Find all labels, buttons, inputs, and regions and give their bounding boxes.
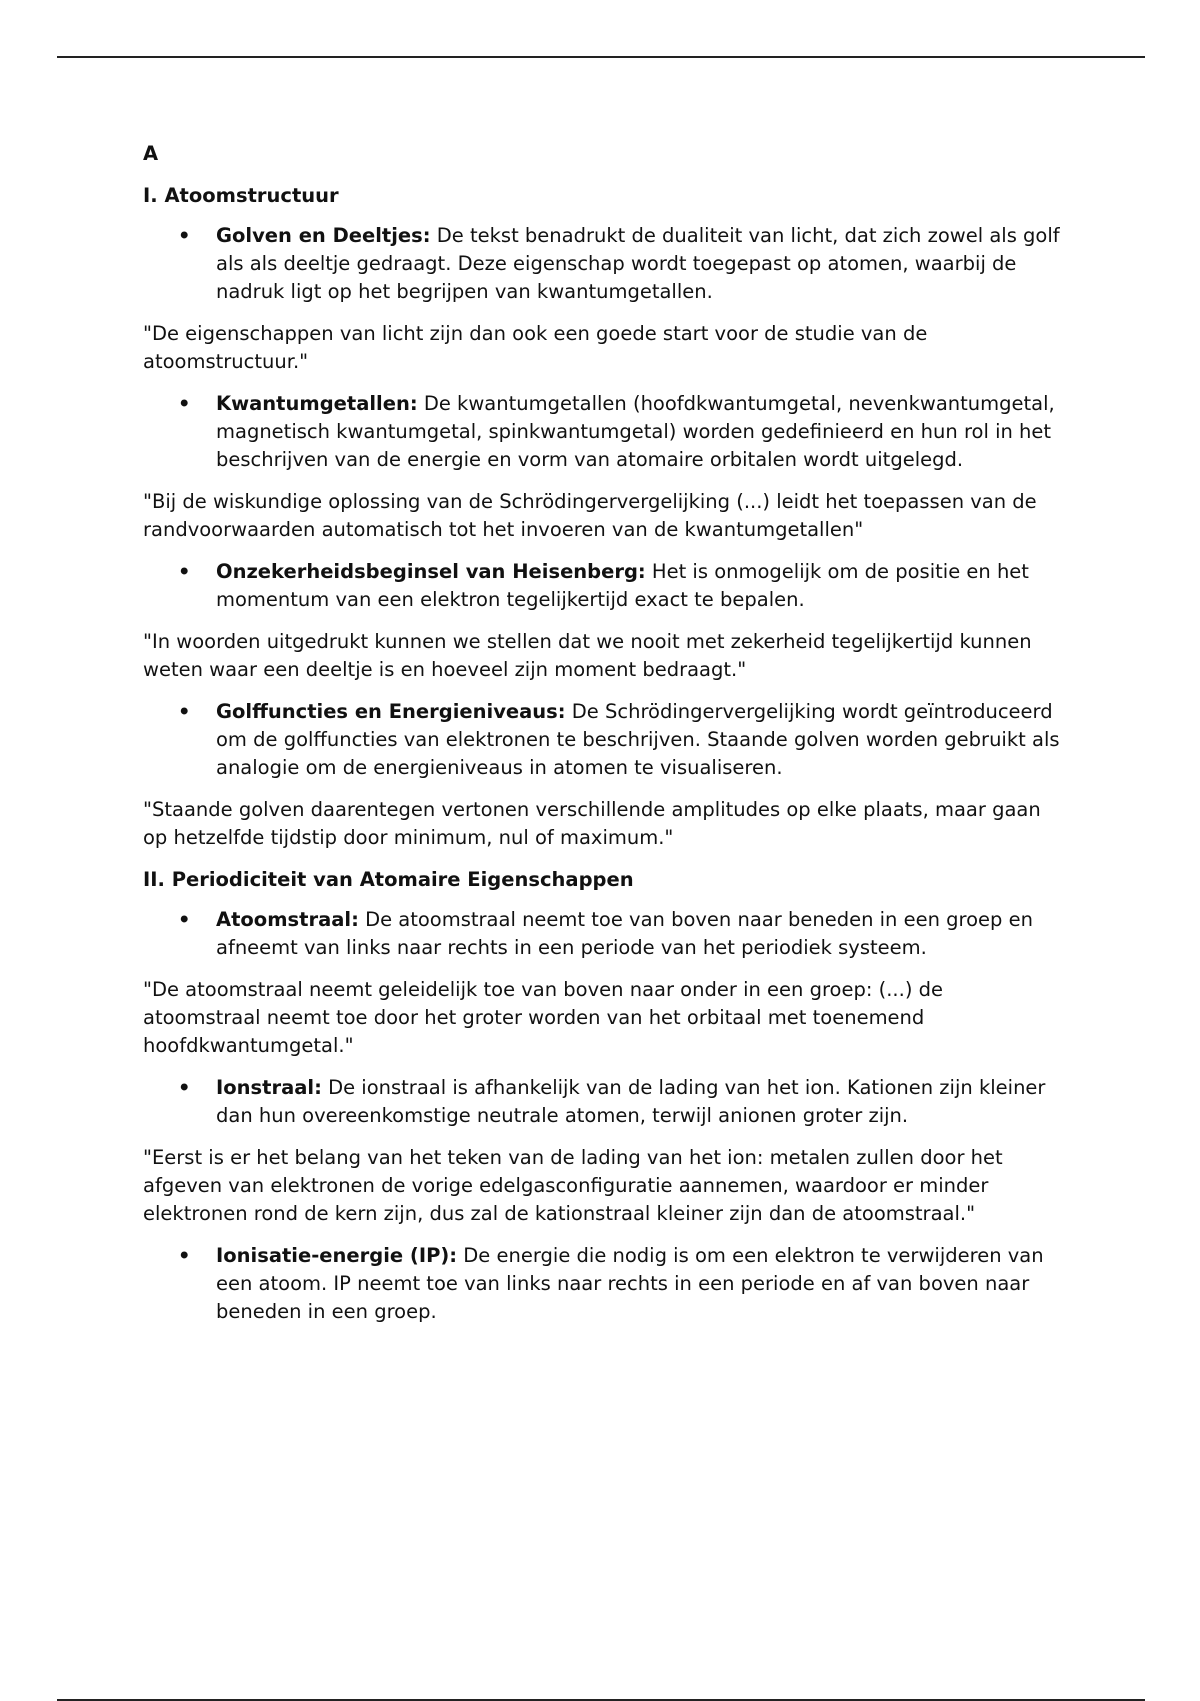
- list-item: [143, 390, 1063, 474]
- item-text: De ionstraal is afhankelijk van de lading van het ion. Kationen zijn kleiner dan hun overeenkomstige neutrale atomen, terwijl anionen groter zijn.: [216, 1076, 1046, 1127]
- bullet-list: [143, 1242, 1063, 1326]
- bullet-list: [143, 222, 1063, 306]
- quote-paragraph: "De atoomstraal neemt geleidelijk toe van boven naar onder in een groep: (...) de atoomstraal neemt toe door het groter worden van het orbitaal met toenemend hoofdkwantumgetal.": [143, 978, 944, 1057]
- list-item: [143, 1074, 1063, 1130]
- item-term: Kwantumgetallen:: [216, 392, 418, 415]
- bullet-list: [143, 698, 1063, 782]
- item-text: De atoomstraal neemt toe van boven naar beneden in een groep en afneemt van links naar rechts in een periode van het periodiek systeem.: [216, 908, 1033, 959]
- bullet-icon: •: [178, 224, 191, 247]
- top-rule: [57, 56, 1145, 58]
- bullet-list: [143, 558, 1063, 614]
- item-text: De Schrödingervergelijking wordt geïntroduceerd om de golffuncties van elektronen te beschrijven. Staande golven worden gebruikt als analogie om de energieniveaus in atomen te visualiseren.: [216, 700, 1060, 779]
- bullet-icon: •: [178, 1244, 191, 1267]
- item-text: De energie die nodig is om een elektron te verwijderen van een atoom. IP neemt toe van links naar rechts in een periode en af van boven naar beneden in een groep.: [216, 1244, 1044, 1323]
- item-text: De kwantumgetallen (hoofdkwantumgetal, nevenkwantumgetal, magnetisch kwantumgetal, spinkwantumgetal) worden gedefinieerd en hun rol in het beschrijven van de energie en vorm van atomaire orbitalen wordt uitgelegd.: [216, 392, 1055, 471]
- quote-paragraph: "Bij de wiskundige oplossing van de Schrödingervergelijking (...) leidt het toepassen van de randvoorwaarden automatisch tot het invoeren van de kwantumgetallen": [143, 490, 1037, 541]
- quote-paragraph: "De eigenschappen van licht zijn dan ook een goede start voor de studie van de atoomstructuur.": [143, 322, 928, 373]
- quote-paragraph: "Eerst is er het belang van het teken van de lading van het ion: metalen zullen door het afgeven van elektronen de vorige edelgasconfiguratie aannemen, waardoor er minder elektronen rond de kern zijn, dus zal de kationstraal kleiner zijn dan de atoomstraal.": [143, 1146, 1003, 1225]
- bullet-icon: •: [178, 908, 191, 931]
- section-title-atoomstructuur: I. Atoomstructuur: [143, 184, 339, 207]
- quote-paragraph: "Staande golven daarentegen vertonen verschillende amplitudes op elke plaats, maar gaan op hetzelfde tijdstip door minimum, nul of maximum.": [143, 798, 1041, 849]
- item-term: Onzekerheidsbeginsel van Heisenberg:: [216, 560, 646, 583]
- item-term: Ionstraal:: [216, 1076, 322, 1099]
- bullet-icon: •: [178, 392, 191, 415]
- list-item: [143, 698, 1063, 782]
- bullet-list: [143, 390, 1063, 474]
- document-body: [143, 140, 1063, 1340]
- bullet-icon: •: [178, 700, 191, 723]
- item-term: Ionisatie-energie (IP):: [216, 1244, 458, 1267]
- bullet-list: [143, 906, 1063, 962]
- item-term: Golven en Deeltjes:: [216, 224, 431, 247]
- section-title-periodiciteit: II. Periodiciteit van Atomaire Eigenschappen: [143, 868, 634, 891]
- item-text: De tekst benadrukt de dualiteit van licht, dat zich zowel als golf als als deeltje gedraagt. Deze eigenschap wordt toegepast op atomen, waarbij de nadruk ligt op het begrijpen van kwantumgetallen.: [216, 224, 1060, 303]
- bullet-list: [143, 1074, 1063, 1130]
- quote-paragraph: "In woorden uitgedrukt kunnen we stellen dat we nooit met zekerheid tegelijkertijd kunnen weten waar een deeltje is en hoeveel zijn moment bedraagt.": [143, 630, 1032, 681]
- header-label: A: [143, 142, 159, 165]
- list-item: [143, 906, 1063, 962]
- item-term: Golffuncties en Energieniveaus:: [216, 700, 566, 723]
- item-term: Atoomstraal:: [216, 908, 359, 931]
- list-item: [143, 558, 1063, 614]
- bullet-icon: •: [178, 1076, 191, 1099]
- list-item: [143, 1242, 1063, 1326]
- bullet-icon: •: [178, 560, 191, 583]
- list-item: [143, 222, 1063, 306]
- item-text: Het is onmogelijk om de positie en het momentum van een elektron tegelijkertijd exact te bepalen.: [216, 560, 1029, 611]
